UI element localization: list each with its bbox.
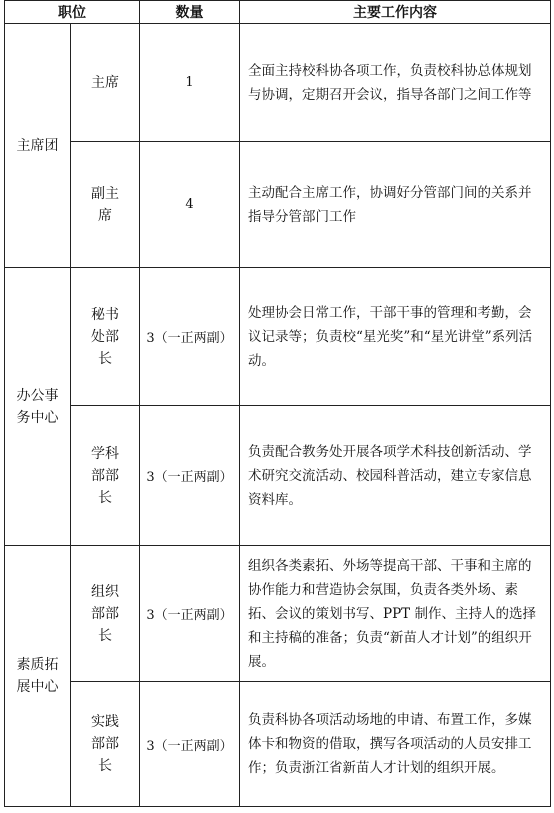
header-position: 职位 bbox=[5, 1, 140, 24]
table-row bbox=[5, 546, 551, 682]
position-duties: 组织各类素拓、外场等提高干部、干事和主席的协作能力和营造协会氛围，负责各类外场、素拓、会议的策划书写、PPT 制作、主持人的选择和主持稿的准备；负责“新苗人才计划”的组织开展。 bbox=[240, 546, 551, 682]
group-name: 素质拓展中心 bbox=[5, 546, 71, 807]
position-name: 主席 bbox=[71, 24, 140, 142]
position-duties: 负责配合教务处开展各项学术科技创新活动、学术研究交流活动、校园科普活动，建立专家信息资料库。 bbox=[240, 406, 551, 546]
position-name: 学科部部长 bbox=[71, 406, 140, 546]
position-table bbox=[4, 0, 551, 807]
table-row bbox=[5, 142, 551, 268]
position-duties: 处理协会日常工作，干部干事的管理和考勤，会议记录等；负责校“星光奖”和“星光讲堂”系列活动。 bbox=[240, 268, 551, 406]
table-row bbox=[5, 268, 551, 406]
position-count: 3（一正两副） bbox=[140, 406, 240, 546]
position-count: 3（一正两副） bbox=[140, 268, 240, 406]
position-duties: 主动配合主席工作，协调好分管部门间的关系并指导分管部门工作 bbox=[240, 142, 551, 268]
table-row bbox=[5, 682, 551, 807]
group-name: 办公事务中心 bbox=[5, 268, 71, 546]
position-duties: 负责科协各项活动场地的申请、布置工作，多媒体卡和物资的借取，撰写各项活动的人员安排工作；负责浙江省新苗人才计划的组织开展。 bbox=[240, 682, 551, 807]
position-name: 副主席 bbox=[71, 142, 140, 268]
header-count: 数量 bbox=[140, 1, 240, 24]
table-row bbox=[5, 24, 551, 142]
position-count: 3（一正两副） bbox=[140, 546, 240, 682]
position-name: 实践部部长 bbox=[71, 682, 140, 807]
group-name: 主席团 bbox=[5, 24, 71, 268]
position-name: 秘书处部长 bbox=[71, 268, 140, 406]
header-row bbox=[5, 1, 551, 24]
header-duties: 主要工作内容 bbox=[240, 1, 551, 24]
position-count: 3（一正两副） bbox=[140, 682, 240, 807]
position-duties: 全面主持校科协各项工作，负责校科协总体规划与协调，定期召开会议，指导各部门之间工作等 bbox=[240, 24, 551, 142]
position-name: 组织部部长 bbox=[71, 546, 140, 682]
position-count: 4 bbox=[140, 142, 240, 268]
position-count: 1 bbox=[140, 24, 240, 142]
table-row bbox=[5, 406, 551, 546]
